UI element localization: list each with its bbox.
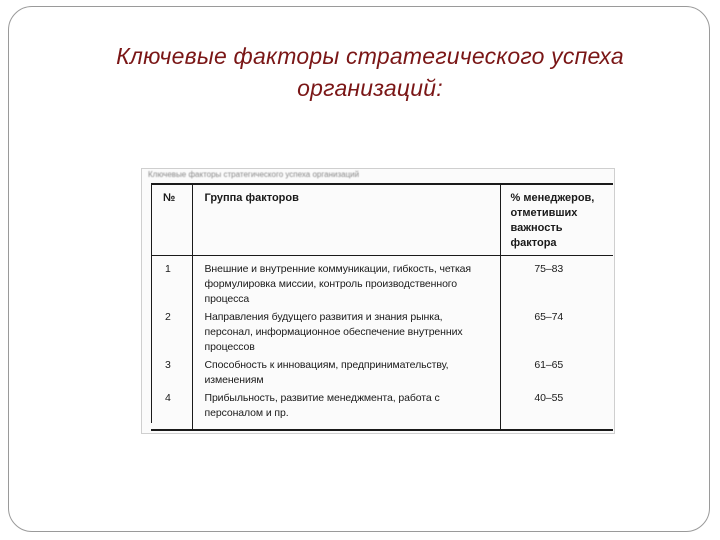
row-num: 1 bbox=[151, 256, 192, 309]
row-group: Направления будущего развития и знания рынка, персонал, информационное обеспечение внутренних процессов bbox=[192, 308, 500, 356]
row-num: 3 bbox=[151, 356, 192, 389]
table-caption: Ключевые факторы стратегического успеха организаций bbox=[148, 170, 360, 179]
row-group: Внешние и внутренние коммуникации, гибкость, четкая формулировка миссии, контроль производственного процесса bbox=[192, 256, 500, 309]
table-image bbox=[141, 168, 615, 434]
slide-title bbox=[60, 40, 680, 104]
table-row bbox=[151, 256, 613, 309]
row-group: Прибыльность, развитие менеджмента, работа с персоналом и пр. bbox=[192, 389, 500, 430]
header-num: № bbox=[151, 184, 192, 256]
header-group: Группа факторов bbox=[192, 184, 500, 256]
slide-title-line-2: организаций: bbox=[297, 75, 443, 101]
table-row bbox=[151, 308, 613, 356]
header-pct: % менеджеров, отметивших важность фактора bbox=[500, 184, 613, 256]
row-pct: 75–83 bbox=[534, 263, 564, 275]
row-group: Способность к инновациям, предпринимательству, изменениям bbox=[192, 356, 500, 389]
table-row bbox=[151, 356, 613, 389]
row-pct: 65–74 bbox=[534, 311, 564, 323]
row-num: 4 bbox=[151, 389, 192, 430]
table-header-row bbox=[151, 184, 613, 256]
slide-title-line-1: Ключевые факторы стратегического успеха bbox=[116, 43, 624, 69]
table-row bbox=[151, 389, 613, 430]
factors-table bbox=[151, 183, 613, 431]
row-pct: 61–65 bbox=[534, 359, 564, 371]
row-pct: 40–55 bbox=[534, 392, 564, 404]
row-num: 2 bbox=[151, 308, 192, 356]
